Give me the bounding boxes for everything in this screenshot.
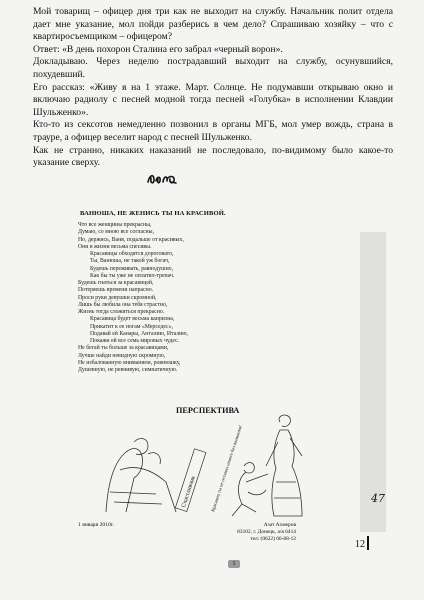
footer-number: 1 — [228, 560, 240, 568]
poem-line: Душевную, не ревнивую, симпатичную. — [78, 367, 178, 373]
poem-line: Покажи ей все семь мировых чудес. — [90, 338, 180, 344]
sign-right — [210, 424, 243, 512]
poem-line: Как бы ты уже не оплатил-трепач. — [90, 272, 175, 279]
poem-line: Они в жизни весьма спесивы. — [78, 243, 152, 250]
standing-woman-sketch — [266, 415, 302, 516]
poem-body — [78, 222, 278, 374]
poem-line: Красавицы обходятся дороговато, — [90, 251, 174, 257]
poem-line: Не избалованную вниманием, ровнюшку, — [78, 359, 181, 366]
page-number: 12 — [355, 539, 365, 550]
poem-line: Думаю, со мною все согласны, — [78, 229, 154, 236]
poem-line: Потеряешь времени напрасно. — [78, 287, 154, 294]
poem-line: Подавай ей Канары, Анталию, Италию, — [90, 330, 189, 337]
paragraph-1: Мой товарищ – офицер дня три как не выходит на службу. Начальник полит отдела дает мне указание, мол пойди разберись в чем дело? Спрашиваю хозяйку – что с квартиросъемщиком – офицером? — [33, 6, 393, 43]
poem-line: Будешь гнаться за красавицей, — [78, 280, 154, 286]
poem-line: Красавица будет весьма капризна, — [90, 316, 175, 323]
handwritten-page-number: 47 — [371, 492, 385, 505]
page-number-bar — [367, 536, 369, 550]
author-phone: тел: (0622) 66-88-12 — [250, 536, 296, 543]
paragraph-3: Докладываю. Через неделю пострадавший выходит на службу, осунувшийся, похудевший. — [33, 56, 393, 80]
poem-line: Лишь бы любила она тебя страстно, — [78, 301, 168, 308]
author-block — [216, 522, 296, 544]
kneeling-man-sketch — [232, 463, 268, 516]
author-address: 83102, г. Донецк, а/я 6414 — [237, 529, 296, 536]
paragraph-6: Как не странно, никаких наказаний не последовало, по-видимому было какое-то указание сверху. — [33, 144, 393, 169]
paragraph-5: Кто-то из сексотов немедленно позвонил в органы МГБ, мол умер вождь, страна в трауре, а офицер веселит народ с песней Шульженко. — [33, 119, 393, 143]
poem-line: Будешь переживать, равнодушно, — [90, 265, 174, 272]
memoir-text — [33, 6, 393, 170]
poem-title: ВАНЮША, НЕ ЖЕНИСЬ ТЫ НА КРАСИВОЙ. — [80, 210, 226, 217]
poem-line: Жизнь тогда сложиться прекрасно. — [78, 309, 165, 315]
sign-left-text: Счастливчик — [181, 475, 197, 509]
poem-line: Что все женщины прекрасны, — [78, 222, 152, 228]
poem-line: Лучше найди невидную скромную, — [78, 352, 166, 359]
poem-line: Ты, Ванюша, не такой уж богач, — [90, 258, 170, 265]
poem-date: 1 января 2010г. — [78, 522, 114, 528]
poem-line: Прикатит к ее ногам «Мерседес», — [90, 323, 174, 330]
poem-line: Но, держись, Ваня, подальше от красивых, — [78, 236, 184, 243]
cartoon-heading: ПЕРСПЕКТИВА — [176, 406, 240, 415]
paragraph-2: Ответ: «В день похорон Сталина его забрал «черный ворон». — [33, 43, 283, 55]
poem-line: Проси руки девушки скромной, — [78, 294, 157, 301]
handwritten-scribble — [146, 172, 178, 186]
sign-left — [175, 449, 206, 512]
bleed-through-shadow — [352, 232, 392, 532]
paragraph-4: Его рассказ: «Живу я на 1 этаже. Март. Солнце. Не подумавши открываю окно и включаю радиолу с песней модной тогда песней «Голубка» в исполнении Клавдии Шульженко». — [33, 81, 393, 118]
couple-sketch — [106, 439, 176, 512]
sign-right-text: Красавиц ты не оставил никого без внимания! — [210, 424, 243, 513]
perspektiva-cartoon — [96, 412, 314, 522]
poem-line: Не бегай ты больше за красавицами, — [78, 345, 169, 352]
author-name: Азат Ахмеров — [263, 522, 296, 528]
